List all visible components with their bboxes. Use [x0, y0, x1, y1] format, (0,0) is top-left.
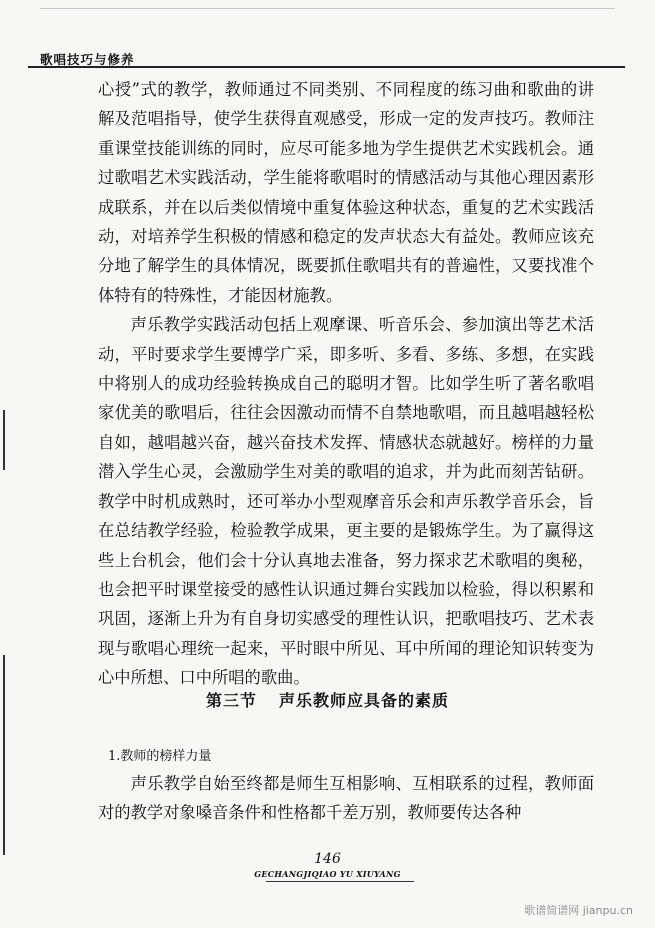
subsection-heading: 1.教师的榜样力量 [108, 749, 212, 764]
section-number: 第三节 [205, 691, 257, 710]
top-scan-edge [40, 8, 615, 9]
paragraph: 声乐教学实践活动包括上观摩课、听音乐会、参加演出等艺术活动，平时要求学生要博学广采，即多听、多看、多练、多想，在实践中将别人的成功经验转换成自己的聪明才智。比如学生听了著名歌唱家优美的歌唱后，往往会因激动而情不自禁地歌唱，而且越唱越轻松自如，越唱越兴奋，越兴奋技术发挥、情感状态就越好。榜样的力量潜入学生心灵，会激励学生对美的歌唱的追求，并为此而刻苦钻研。教学中时机成熟时，还可举办小型观摩音乐会和声乐教学音乐会，旨在总结教学经验，检验教学成果，更主要的是锻炼学生。为了赢得这些上台机会，他们会十分认真地去准备，努力探求艺术歌唱的奥秘，也会把平时课堂接受的感性认识通过舞台实践加以检验，得以积累和巩固，逐渐上升为有自身切实感受的理性认识，把歌唱技巧、艺术表现与歌唱心理统一起来，平时眼中所见、耳中所闻的理论知识转变为心中所想、口中所唱的歌曲。 [98, 315, 594, 688]
paragraph: 心授”式的教学，教师通过不同类别、不同程度的练习曲和歌曲的讲解及范唱指导，使学生获得直观感受，形成一定的发声技巧。教师注重课堂技能训练的同时，应尽可能多地为学生提供艺术实践机会。通过歌唱艺术实践活动，学生能将歌唱时的情感活动与其他心理因素形成联系，并在以后类似情境中重复体验这种状态，重复的艺术实践活动，对培养学生积极的情感和稳定的发声状态大有益处。教师应该充分地了解学生的具体情况，既要抓住歌唱共有的普遍性，又要找准个体特有的特殊性，才能因材施教。 [98, 80, 594, 305]
footer-rule [266, 881, 414, 882]
page-number: 146 [314, 851, 341, 867]
watermark: 歌谱简谱网 jianpu.cn [524, 904, 633, 917]
section-title: 声乐教师应具备的素质 [279, 691, 450, 710]
header-rule [28, 66, 625, 68]
scan-margin-mark [3, 410, 5, 470]
section-heading [0, 688, 655, 711]
paragraph: 声乐教学自始至终都是师生互相影响、互相联系的过程，教师面对的教学对象嗓音条件和性格都千差万别，教师要传达各种 [98, 774, 594, 823]
footer-running-title: GECHANGJIQIAO YU XIUYANG [254, 869, 401, 879]
body-text [98, 75, 594, 693]
running-header: 歌唱技巧与修养 [40, 52, 135, 67]
scan-margin-mark [3, 655, 5, 855]
section-body-text [98, 769, 594, 828]
